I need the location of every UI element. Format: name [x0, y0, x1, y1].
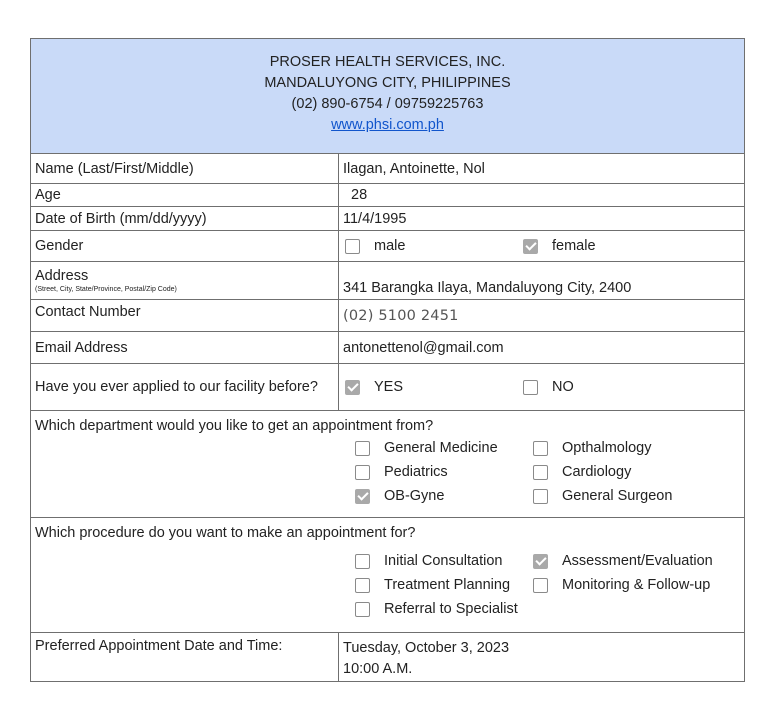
row-contact	[31, 300, 745, 332]
email-label: Email Address	[31, 332, 339, 363]
age-value[interactable]: 28	[339, 184, 745, 206]
procedure-option-label: Initial Consultation	[384, 553, 503, 569]
gender-male-checkbox[interactable]	[345, 239, 360, 254]
row-dob	[31, 207, 745, 231]
company-name: PROSER HEALTH SERVICES, INC.	[269, 54, 506, 70]
gender-label: Gender	[31, 231, 339, 261]
appointment-form	[30, 38, 745, 682]
row-procedure	[31, 518, 745, 633]
applied-no-checkbox[interactable]	[523, 380, 538, 395]
procedure-option-label: Monitoring & Follow-up	[562, 577, 711, 593]
row-department	[31, 411, 745, 518]
applied-yes-option[interactable]	[345, 379, 403, 395]
procedure-option-initial-consultation[interactable]	[355, 553, 503, 569]
procedure-checkbox-treatment-planning[interactable]	[355, 578, 370, 593]
department-option-label: Cardiology	[562, 464, 632, 480]
procedure-option-label: Treatment Planning	[384, 577, 511, 593]
applied-label: Have you ever applied to our facility before?	[31, 364, 339, 410]
address-label: Address	[35, 268, 89, 284]
procedure-checkbox-referral-to-specialist[interactable]	[355, 602, 370, 617]
name-value[interactable]: Ilagan, Antoinette, Nol	[339, 154, 745, 183]
row-appointment	[31, 633, 745, 682]
applied-no-label: NO	[552, 379, 574, 395]
procedure-option-monitoring-follow-up[interactable]	[533, 577, 710, 593]
company-phones: (02) 890-6754 / 09759225763	[291, 96, 484, 112]
appointment-value[interactable]	[339, 633, 745, 681]
dob-value[interactable]: 11/4/1995	[339, 207, 745, 230]
applied-yes-label: YES	[374, 379, 404, 395]
department-checkbox-opthalmology[interactable]	[533, 441, 548, 456]
gender-male-label: male	[374, 238, 406, 254]
department-option-general-surgeon[interactable]	[533, 488, 672, 504]
applied-options	[339, 364, 745, 410]
procedure-checkbox-monitoring-follow-up[interactable]	[533, 578, 548, 593]
gender-female-checkbox[interactable]	[523, 239, 538, 254]
department-option-label: Pediatrics	[384, 464, 448, 480]
department-checkbox-general-surgeon[interactable]	[533, 489, 548, 504]
applied-yes-checkbox[interactable]	[345, 380, 360, 395]
contact-label: Contact Number	[31, 300, 339, 331]
email-value[interactable]: antonettenol@gmail.com	[339, 332, 745, 363]
department-checkbox-cardiology[interactable]	[533, 465, 548, 480]
department-checkbox-pediatrics[interactable]	[355, 465, 370, 480]
row-age	[31, 184, 745, 207]
gender-male-option[interactable]	[345, 238, 405, 254]
department-option-ob-gyne[interactable]	[355, 488, 444, 504]
appointment-date: Tuesday, October 3, 2023	[343, 640, 510, 656]
appointment-time: 10:00 A.M.	[343, 661, 413, 677]
row-address	[31, 262, 745, 300]
form-header	[31, 39, 745, 154]
procedure-checkbox-initial-consultation[interactable]	[355, 554, 370, 569]
procedure-option-label: Assessment/Evaluation	[562, 553, 713, 569]
address-label-cell	[31, 262, 339, 299]
gender-female-option[interactable]	[523, 238, 596, 254]
contact-value[interactable]: (02) 5100 2451	[339, 300, 745, 331]
department-checkbox-general-medicine[interactable]	[355, 441, 370, 456]
gender-options	[339, 231, 745, 261]
procedure-option-treatment-planning[interactable]	[355, 577, 510, 593]
row-gender	[31, 231, 745, 262]
department-question: Which department would you like to get an appointment from?	[35, 418, 434, 434]
department-option-label: OB-Gyne	[384, 488, 445, 504]
department-option-label: Opthalmology	[562, 440, 652, 456]
row-name	[31, 154, 745, 184]
dob-label: Date of Birth (mm/dd/yyyy)	[31, 207, 339, 230]
appointment-label: Preferred Appointment Date and Time:	[31, 633, 339, 681]
company-website-link[interactable]: www.phsi.com.ph	[331, 117, 444, 133]
procedure-checkbox-assessment-evaluation[interactable]	[533, 554, 548, 569]
applied-no-option[interactable]	[523, 379, 574, 395]
name-label: Name (Last/First/Middle)	[31, 154, 339, 183]
company-location: MANDALUYONG CITY, PHILIPPINES	[264, 75, 511, 91]
row-applied	[31, 364, 745, 411]
procedure-option-assessment-evaluation[interactable]	[533, 553, 713, 569]
procedure-option-referral-to-specialist[interactable]	[355, 601, 518, 617]
procedure-question: Which procedure do you want to make an appointment for?	[35, 525, 416, 541]
department-option-label: General Surgeon	[562, 488, 673, 504]
department-option-label: General Medicine	[384, 440, 498, 456]
age-label: Age	[31, 184, 339, 206]
address-sublabel: (Street, City, State/Province, Postal/Zip Code)	[35, 286, 177, 293]
department-checkbox-ob-gyne[interactable]	[355, 489, 370, 504]
department-option-opthalmology[interactable]	[533, 440, 651, 456]
address-value[interactable]: 341 Barangka Ilaya, Mandaluyong City, 2400	[339, 262, 745, 299]
procedure-option-label: Referral to Specialist	[384, 601, 518, 617]
department-option-general-medicine[interactable]	[355, 440, 498, 456]
gender-female-label: female	[552, 238, 596, 254]
row-email	[31, 332, 745, 364]
department-option-pediatrics[interactable]	[355, 464, 448, 480]
department-option-cardiology[interactable]	[533, 464, 631, 480]
